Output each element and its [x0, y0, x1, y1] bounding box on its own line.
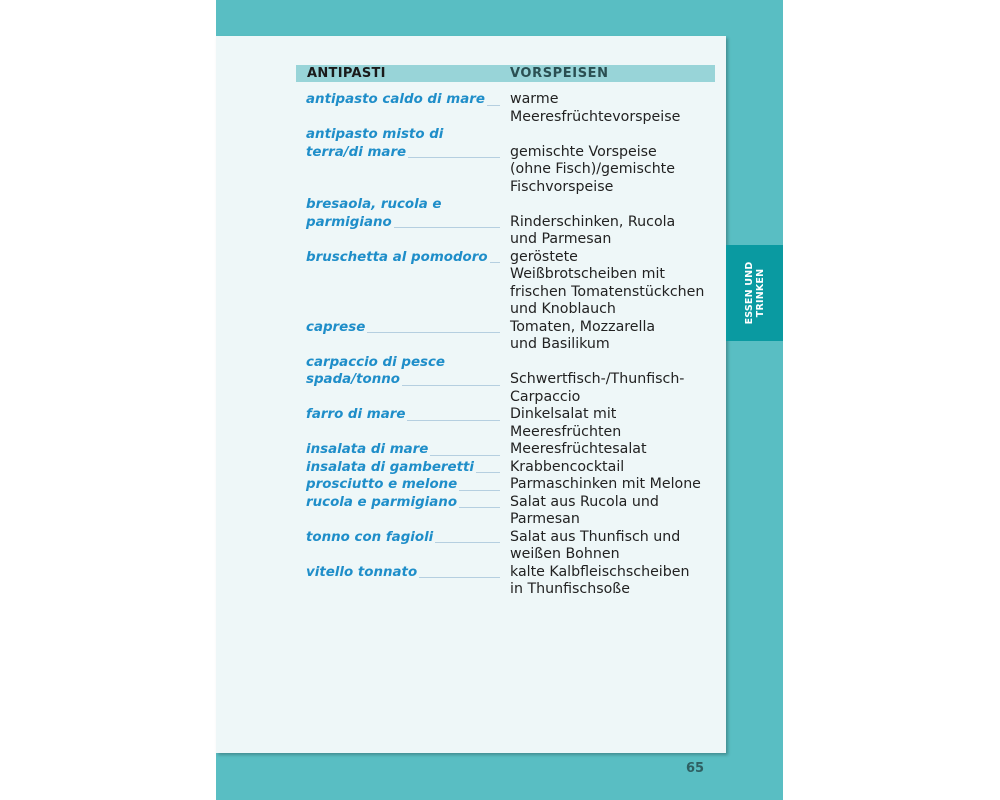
german-translation-line: Krabbencocktail [510, 458, 625, 475]
german-translation-line: Weißbrotscheiben mit [510, 266, 665, 282]
italian-term-text: antipasto caldo di mare [306, 92, 485, 107]
glossary-entry [306, 249, 726, 319]
german-translation-line: (ohne Fisch)/gemischte [510, 161, 675, 177]
german-translation [510, 441, 647, 459]
leader-line [459, 507, 500, 508]
glossary-entry [306, 406, 726, 441]
italian-term-text: insalata di mare [306, 442, 429, 457]
italian-term-text: vitello tonnato [306, 564, 418, 580]
italian-term-line: antipasto misto di [306, 127, 444, 142]
italian-term [306, 529, 510, 564]
italian-term-line [306, 249, 510, 267]
glossary-entry [306, 529, 726, 564]
leader-line [407, 420, 500, 421]
italian-term [306, 126, 510, 196]
italian-term-text: terra/di mare [306, 144, 407, 160]
italian-term [306, 354, 510, 407]
italian-term-line: bresaola, rucola e [306, 197, 442, 212]
german-translation [510, 249, 704, 319]
side-tab[interactable] [726, 245, 783, 341]
german-translation [510, 354, 684, 407]
italian-term-text: tonno con fagioli [306, 529, 434, 545]
italian-term-line [306, 406, 510, 424]
italian-term-text: spada/tonno [306, 372, 400, 387]
glossary-entry [306, 564, 726, 599]
glossary-entry [306, 476, 726, 494]
glossary-entry [306, 196, 726, 249]
german-translation [510, 406, 621, 441]
italian-term-line [306, 494, 510, 512]
glossary-entry [306, 494, 726, 529]
german-translation-line: kalte Kalbfleischscheiben [510, 563, 690, 580]
german-translation-line: Meeresfrüchten [510, 423, 622, 440]
german-translation-line: geröstete [510, 248, 578, 265]
german-translation-line: warme [510, 91, 559, 107]
german-translation-line: frischen Tomatenstückchen [510, 283, 705, 300]
spacer [510, 126, 675, 144]
glossary-entry [306, 91, 726, 126]
page-number: 65 [686, 761, 705, 776]
german-translation-line: und Basilikum [510, 336, 610, 352]
german-translation-line: Schwertfisch-/Thunfisch- [510, 371, 685, 387]
german-translation-line: weißen Bohnen [510, 546, 620, 562]
leader-line [408, 157, 500, 158]
leader-line [459, 490, 500, 491]
italian-term-line [306, 214, 510, 232]
german-translation-line: Meeresfrüchtevorspeise [510, 108, 681, 125]
italian-term-line [306, 529, 510, 547]
glossary-list [306, 91, 726, 599]
italian-term-text: bruschetta al pomodoro [306, 249, 488, 265]
glossary-entry [306, 319, 726, 354]
glossary-entry [306, 459, 726, 477]
german-translation [510, 476, 701, 494]
section-header [296, 65, 715, 82]
italian-term [306, 494, 510, 529]
italian-term-line [306, 564, 510, 582]
italian-term-text: farro di mare [306, 407, 406, 422]
german-translation-line: und Knoblauch [510, 301, 616, 317]
italian-term-line [306, 319, 510, 337]
leader-line [394, 227, 500, 228]
italian-term [306, 564, 510, 599]
german-translation-line: Salat aus Rucola und [510, 493, 659, 510]
glossary-entry [306, 354, 726, 407]
italian-term-text: parmigiano [306, 214, 392, 230]
italian-term-text: prosciutto e melone [306, 477, 458, 492]
italian-term-line [306, 144, 510, 162]
italian-term [306, 91, 510, 126]
leader-line [430, 455, 500, 456]
italian-term-line [306, 459, 510, 477]
german-translation-line: Rinderschinken, Rucola [510, 213, 676, 230]
italian-term-text: caprese [306, 319, 366, 335]
italian-term-line [306, 91, 510, 109]
german-translation [510, 319, 655, 354]
italian-term-line: carpaccio di pesce [306, 354, 446, 370]
side-tab-line-1: ESSEN UND [743, 261, 755, 325]
leader-line [419, 577, 500, 578]
header-italian: ANTIPASTI [307, 66, 386, 81]
german-translation-line: Meeresfrüchtesalat [510, 441, 647, 457]
glossary-entry [306, 126, 726, 196]
german-translation [510, 529, 680, 564]
italian-term-line [306, 371, 510, 389]
german-translation-line: gemischte Vorspeise [510, 143, 657, 160]
italian-term-text: rucola e parmigiano [306, 494, 458, 510]
leader-line [402, 385, 500, 386]
spacer [510, 196, 675, 214]
german-translation-line: Fischvorspeise [510, 178, 614, 195]
german-translation [510, 91, 680, 126]
german-translation [510, 196, 675, 249]
italian-term [306, 249, 510, 319]
italian-term [306, 441, 510, 459]
side-tab-line-2: TRINKEN [754, 268, 766, 318]
italian-term [306, 459, 510, 477]
leader-line [487, 105, 500, 106]
german-translation-line: Tomaten, Mozzarella [510, 318, 656, 335]
german-translation-line: Salat aus Thunfisch und [510, 528, 681, 545]
german-translation-line: Carpaccio [510, 388, 581, 405]
side-tab-label [744, 262, 766, 325]
german-translation-line: Parmaschinken mit Melone [510, 476, 701, 492]
leader-line [476, 472, 500, 473]
german-translation [510, 564, 689, 599]
leader-line [490, 262, 500, 263]
german-translation [510, 459, 624, 477]
leader-line [435, 542, 500, 543]
italian-term [306, 406, 510, 441]
spacer [510, 354, 684, 372]
italian-term-line [306, 441, 510, 459]
italian-term [306, 476, 510, 494]
glossary-entry [306, 441, 726, 459]
italian-term-text: insalata di gamberetti [306, 459, 475, 475]
italian-term-line [306, 476, 510, 494]
german-translation [510, 494, 659, 529]
leader-line [367, 332, 500, 333]
italian-term [306, 196, 510, 249]
german-translation-line: in Thunfischsoße [510, 581, 630, 597]
header-german: VORSPEISEN [510, 66, 609, 81]
german-translation-line: und Parmesan [510, 231, 612, 247]
german-translation-line: Parmesan [510, 511, 580, 527]
italian-term [306, 319, 510, 354]
german-translation [510, 126, 675, 196]
german-translation-line: Dinkelsalat mit [510, 406, 617, 422]
